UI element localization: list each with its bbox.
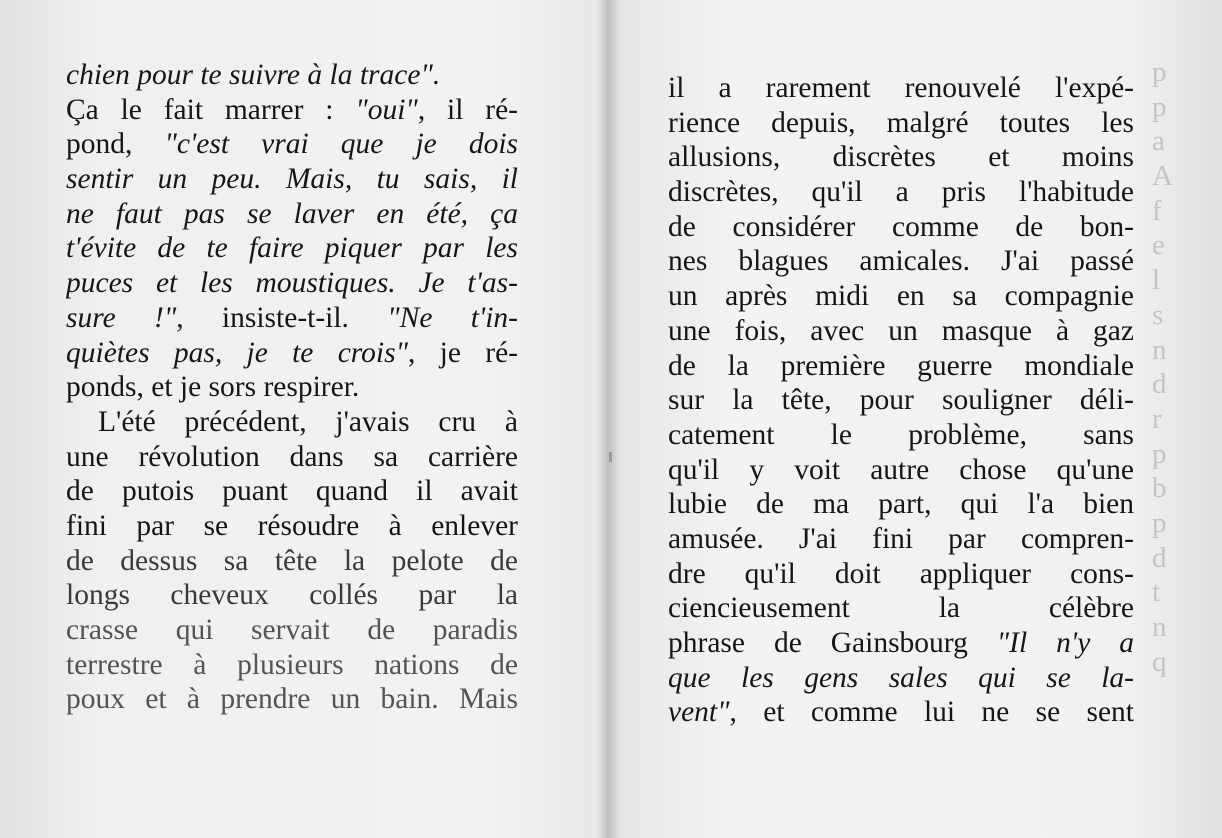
text-line	[66, 301, 518, 336]
text-segment: quiètes pas, je te crois"	[66, 336, 408, 369]
text-segment: catement le problème, sans	[668, 418, 1134, 451]
text-line	[66, 266, 518, 301]
text-segment: amusée. J'ai fini par compren-	[668, 522, 1134, 555]
text-segment: "c'est vrai que je dois	[164, 128, 518, 161]
text-line	[668, 279, 1134, 314]
text-line	[668, 383, 1134, 418]
text-segment: crasse qui servait de paradis	[66, 614, 518, 646]
left-page-text	[66, 58, 518, 717]
text-segment: allusions, discrètes et moins	[668, 141, 1134, 174]
text-line	[668, 210, 1134, 245]
text-segment: que les gens sales qui se la-	[668, 661, 1134, 694]
text-line	[668, 140, 1134, 175]
text-segment: lubie de ma part, qui l'a bien	[668, 488, 1134, 521]
text-segment: de dessus sa tête la pelote de	[66, 544, 518, 577]
text-line	[66, 127, 518, 162]
text-line	[66, 613, 518, 648]
text-segment: discrètes, qu'il a pris l'habitude	[668, 176, 1134, 209]
text-segment: qu'il y voit autre chose qu'une	[668, 453, 1134, 486]
text-segment: Ça le fait marrer :	[66, 93, 356, 126]
text-line	[668, 244, 1134, 279]
text-segment: fini par se résoudre à enlever	[66, 509, 518, 542]
text-segment: poux et à prendre un bain. Mais	[66, 683, 518, 716]
text-line	[66, 231, 518, 266]
text-line	[66, 405, 518, 440]
text-line	[66, 58, 518, 93]
text-line	[66, 162, 518, 197]
text-segment: ne faut pas se laver en été, ça	[66, 197, 518, 230]
text-line	[66, 509, 518, 544]
text-segment: sure !"	[66, 301, 177, 334]
text-segment: pond,	[66, 128, 165, 161]
text-line	[668, 175, 1134, 210]
text-segment: t'évite de te faire piquer par les	[66, 232, 518, 265]
text-line	[668, 522, 1134, 557]
text-segment: nes blagues amicales. J'ai passé	[668, 245, 1134, 278]
text-line	[668, 661, 1134, 696]
text-line	[668, 487, 1134, 522]
right-page	[612, 0, 1222, 838]
text-line	[66, 578, 518, 613]
text-segment: , je ré-	[408, 336, 518, 369]
text-segment: longs cheveux collés par la	[66, 579, 518, 612]
text-line	[66, 682, 518, 717]
text-line	[668, 591, 1134, 626]
text-line	[668, 349, 1134, 384]
text-segment: une fois, avec un masque à gaz	[668, 314, 1134, 347]
text-line	[668, 453, 1134, 488]
text-segment: de la première guerre mondiale	[668, 349, 1134, 382]
text-segment: chien pour te suivre à la trace".	[66, 59, 441, 91]
text-line	[668, 106, 1134, 141]
text-segment: rience depuis, malgré toutes les	[668, 106, 1134, 139]
text-line	[66, 544, 518, 579]
text-segment: sur la tête, pour souligner déli-	[668, 384, 1134, 417]
text-segment: phrase de Gainsbourg	[668, 627, 997, 659]
text-segment: un après midi en sa compagnie	[668, 280, 1134, 313]
text-segment: "Il n'y a	[996, 627, 1134, 659]
text-segment: puces et les moustiques. Je t'as-	[66, 267, 518, 300]
text-line	[66, 440, 518, 475]
text-line	[668, 314, 1134, 349]
next-page-bleed-through: p p a A f e l s n d r p b p d t n q	[1152, 56, 1173, 678]
text-segment: ciencieusement la célèbre	[668, 592, 1134, 625]
text-line	[668, 71, 1134, 106]
text-line	[668, 626, 1134, 661]
text-line	[66, 648, 518, 683]
text-segment: vent"	[668, 696, 730, 729]
text-segment: de putois puant quand il avait	[66, 475, 518, 508]
text-line	[668, 557, 1134, 592]
text-segment: ponds, et je sors respirer.	[66, 371, 360, 404]
text-line	[66, 474, 518, 509]
text-line	[66, 370, 518, 405]
text-segment: , et comme lui ne se sent	[729, 696, 1134, 729]
text-segment: "Ne t'in-	[387, 301, 518, 334]
text-segment: de considérer comme de bon-	[668, 210, 1134, 243]
left-page	[0, 0, 600, 838]
text-line	[668, 418, 1134, 453]
text-segment: "oui"	[355, 93, 418, 126]
text-line	[66, 336, 518, 371]
text-segment: il a rarement renouvelé l'expé-	[668, 72, 1134, 104]
text-line	[668, 695, 1134, 730]
text-segment: dre qu'il doit appliquer cons-	[668, 557, 1134, 590]
text-segment: une révolution dans sa carrière	[66, 440, 518, 473]
text-segment: , il ré-	[417, 93, 518, 126]
text-segment: , insiste-t-il.	[176, 301, 388, 334]
text-segment: L'été précédent, j'avais cru à	[98, 405, 518, 438]
text-segment: terrestre à plusieurs nations de	[66, 648, 518, 681]
text-segment: sentir un peu. Mais, tu sais, il	[66, 163, 518, 196]
right-page-text	[668, 71, 1134, 730]
text-line	[66, 93, 518, 128]
text-line	[66, 197, 518, 232]
